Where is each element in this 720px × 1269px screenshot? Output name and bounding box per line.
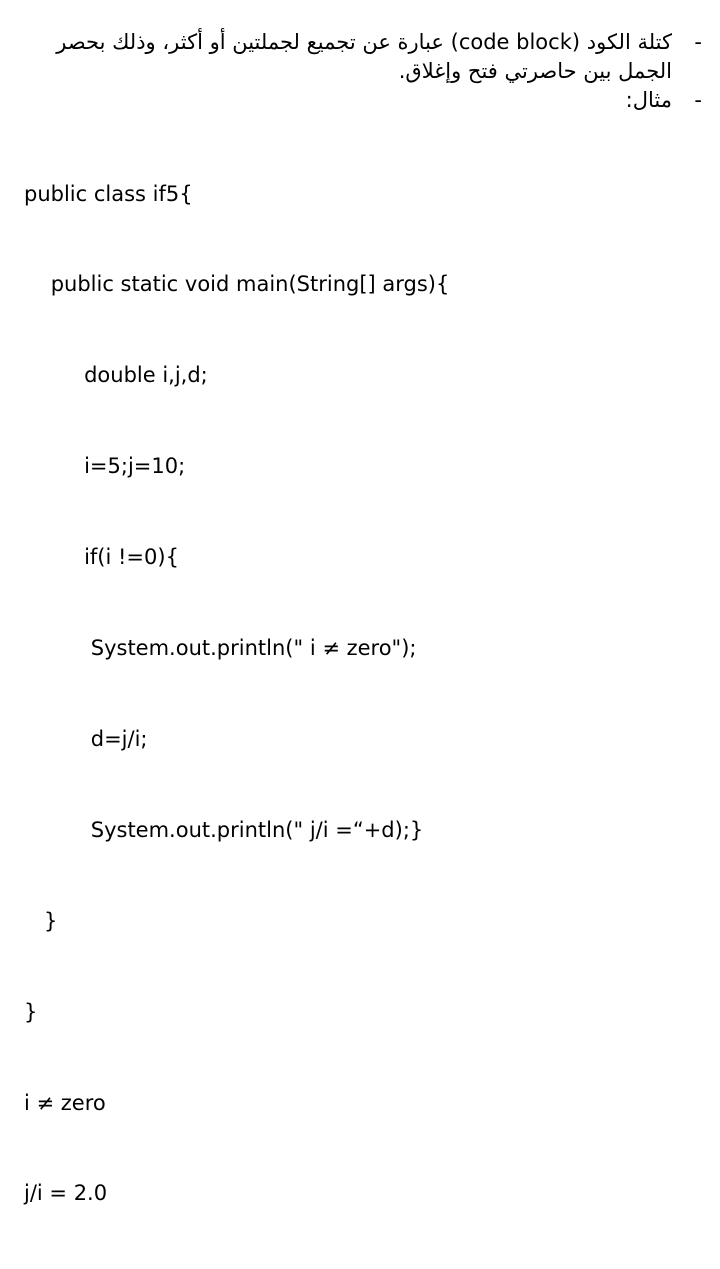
code-line: if(i !=0){ <box>24 545 179 570</box>
code-line: } <box>24 908 58 933</box>
code-line: double i,j,d; <box>24 363 208 388</box>
code-line: System.out.println(" i ≠ zero"); <box>24 636 417 661</box>
bullet-marker: - <box>694 30 702 54</box>
code-line: public class if5{ <box>24 181 193 206</box>
output-line: i ≠ zero <box>24 1090 106 1115</box>
bullet-item-example <box>12 86 702 115</box>
code-line: } <box>24 999 38 1024</box>
bullet-item-definition <box>12 28 702 86</box>
code-block <box>24 118 449 1269</box>
bullet-marker: - <box>694 88 702 112</box>
bullet-list <box>12 28 702 115</box>
code-line: i=5;j=10; <box>24 454 186 479</box>
code-line: System.out.println(" j/i =“+d);} <box>24 817 424 842</box>
code-line: d=j/i; <box>24 726 148 751</box>
bullet-text-example: مثال: <box>625 88 672 112</box>
bullet-text-definition: كتلة الكود (code block) عبارة عن تجميع لجملتين أو أكثر، وذلك بحصر الجمل بين حاصرتي فتح وإغلاق. <box>56 30 672 83</box>
output-line: j/i = 2.0 <box>24 1181 108 1206</box>
code-line: public static void main(String[] args){ <box>24 272 450 297</box>
